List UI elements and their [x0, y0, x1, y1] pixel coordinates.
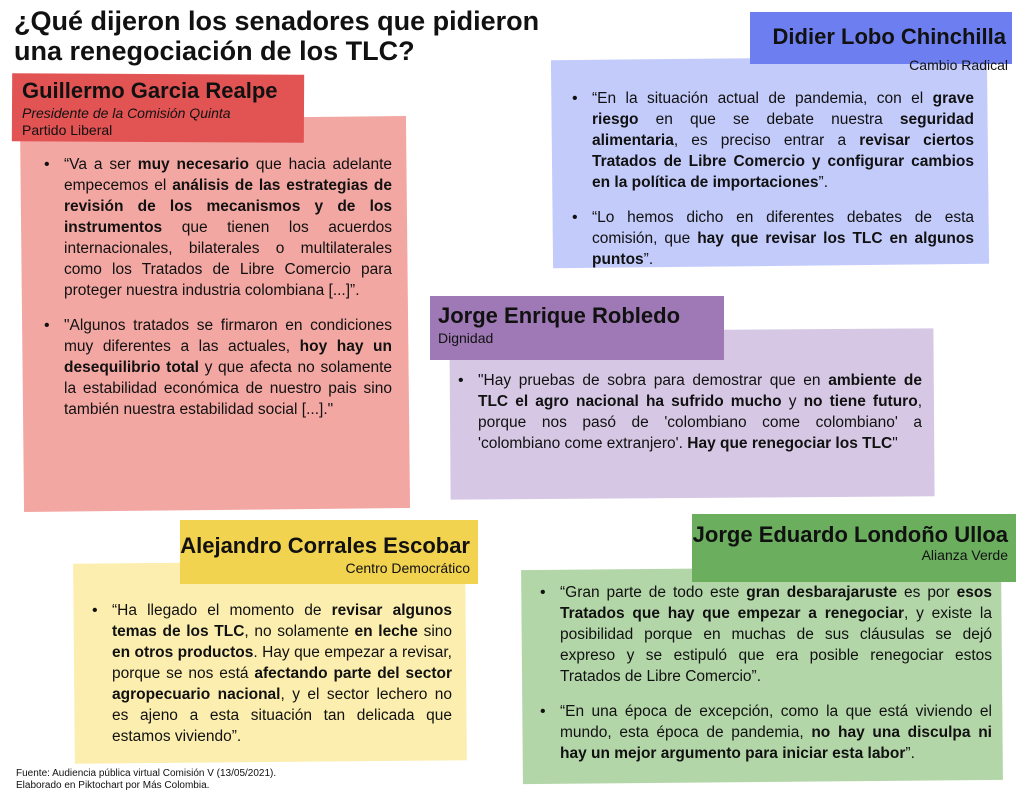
quote-text: “Lo hemos dicho en diferentes debates de esta comisión, que: [592, 209, 974, 247]
quote-emphasis: seguridad alimentaria: [592, 111, 974, 149]
quote-text: , y el sector lechero no es ajeno a esta situación tan delicada que estamos viviendo”.: [112, 686, 452, 745]
quote-item: [538, 701, 992, 764]
senator-name: Guillermo Garcia Realpe: [22, 78, 278, 103]
senator-party: Partido Liberal: [22, 122, 113, 138]
quote-text: y que afecta no solamente la estabilidad económica de nuestro pais sino también nuestra estabilidad social [...].": [64, 359, 393, 418]
quote-list: [570, 88, 974, 284]
quote-emphasis: en otros productos: [112, 644, 254, 661]
quote-list: [42, 154, 392, 434]
quote-emphasis: en leche: [354, 623, 418, 640]
quote-emphasis: hoy hay un desequilibrio total: [64, 338, 392, 376]
quote-emphasis: grave riesgo: [592, 90, 974, 128]
quote-text: "Algunos tratados se firmaron en condiciones muy diferentes a las actuales,: [64, 317, 392, 355]
card-londono-ulloa: [522, 568, 1002, 782]
quote-emphasis: hay que revisar los TLC en algunos puntos: [592, 230, 974, 268]
name-box-londono-ulloa: [692, 514, 1016, 582]
card-garcia-realpe: [22, 118, 408, 510]
quote-text: , porque nos pasó de 'colombiano come colombiano' a 'colombiano come extranjero'.: [478, 393, 922, 452]
name-box-garcia-realpe: [12, 74, 304, 142]
senator-name: Jorge Enrique Robledo: [438, 303, 681, 328]
senator-party: Dignidad: [438, 330, 494, 346]
quote-list: [90, 600, 452, 761]
quote-item: [90, 600, 452, 747]
card-lobo-chinchilla: [552, 58, 988, 266]
quote-emphasis: Hay que renegociar los TLC: [687, 435, 893, 452]
page-title: ¿Qué dijeron los senadores que pidieron una renegociación de los TLC?: [14, 6, 540, 66]
quote-item: [538, 582, 992, 687]
quote-emphasis: esos Tratados que hay que empezar a renegociar: [560, 584, 992, 622]
name-box-lobo-chinchilla: [750, 12, 1012, 80]
senator-name: Jorge Eduardo Londoño Ulloa: [692, 522, 1008, 547]
senator-party: Centro Democrático: [345, 560, 470, 576]
senator-position: Presidente de la Comisión Quinta: [22, 105, 231, 121]
quote-text: en que se debate nuestra: [638, 111, 900, 128]
name-box-corrales-escobar: [180, 520, 478, 584]
quote-text: sino: [417, 623, 453, 640]
quote-emphasis: revisar algunos temas de los TLC: [112, 602, 453, 640]
quote-text: que tienen los acuerdos internacionales, bilaterales o multilaterales como los Tratados de Libre Comercio para proteger nuestra industria colombiana [...]”.: [64, 219, 392, 299]
quote-emphasis: ambiente de TLC el agro nacional ha sufrido mucho: [478, 372, 922, 410]
quote-text: que hacia adelante empecemos el: [64, 156, 392, 194]
quote-text: ”.: [905, 745, 915, 762]
quote-text: , no solamente: [244, 623, 355, 640]
quote-text: es por: [897, 584, 957, 601]
quote-item: [42, 315, 392, 420]
senator-party: Cambio Radical: [909, 57, 1008, 73]
quote-text: ”.: [818, 174, 828, 191]
quote-item: [570, 88, 974, 193]
quote-emphasis: gran desbarajaruste: [746, 584, 898, 601]
name-box-robledo: [430, 296, 724, 360]
senator-party: Alianza Verde: [921, 547, 1008, 563]
footer: [16, 768, 276, 792]
quote-emphasis: no hay una disculpa ni hay un mejor argumento para iniciar esta labor: [560, 724, 992, 762]
quote-list: [538, 582, 992, 778]
footer-source: Fuente: Audiencia pública virtual Comisión V (13/05/2021).: [16, 768, 277, 779]
card-corrales-escobar: [74, 562, 466, 762]
footer-credit: Elaborado en Piktochart por Más Colombia.: [16, 780, 210, 791]
quote-item: [570, 207, 974, 270]
quote-text: ": [892, 435, 898, 452]
quote-text: “Ha llegado el momento de: [112, 602, 332, 619]
quote-item: [42, 154, 392, 301]
quote-emphasis: no tiene futuro: [803, 393, 918, 410]
senator-name: Alejandro Corrales Escobar: [180, 533, 470, 558]
quote-emphasis: afectando parte del sector agropecuario nacional: [112, 665, 452, 703]
quote-emphasis: muy necesario: [137, 156, 249, 173]
quote-text: , es preciso entrar a: [673, 132, 860, 149]
quote-list: [456, 370, 922, 468]
quote-text: "Hay pruebas de sobra para demostrar que en: [478, 372, 829, 389]
quote-item: [456, 370, 922, 454]
quote-text: “En la situación actual de pandemia, con el: [592, 90, 933, 107]
quote-text: “Va a ser: [64, 156, 138, 173]
quote-text: “Gran parte de todo este: [560, 584, 747, 601]
quote-text: y: [781, 393, 804, 410]
quote-text: , y existe la posibilidad porque en muchas de sus cláusulas se dejó expreso y se estipuló que era posible renegociar estos Tratados de Libre Comercio”.: [560, 605, 992, 685]
quote-text: ”.: [643, 251, 654, 268]
senator-name: Didier Lobo Chinchilla: [772, 24, 1006, 49]
quote-text: “En una época de excepción, como la que está viviendo el mundo, esta época de pandemia,: [560, 703, 992, 741]
quote-emphasis: revisar ciertos Tratados de Libre Comercio y configurar cambios en la política de importaciones: [592, 132, 974, 191]
quote-text: . Hay que empezar a revisar, porque se nos está: [112, 644, 452, 682]
quote-emphasis: análisis de las estrategias de revisión de los mecanismos y de los instrumentos: [64, 177, 393, 236]
